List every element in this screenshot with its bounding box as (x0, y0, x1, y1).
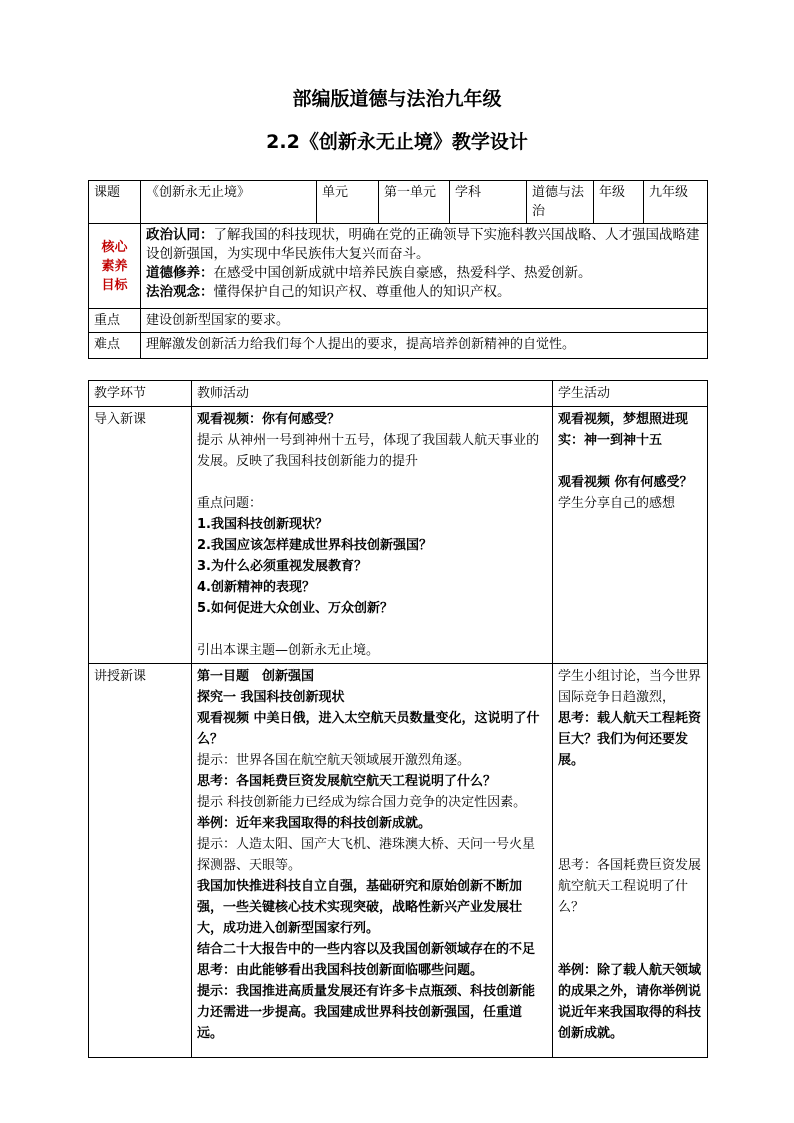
activity-line: 提示：我国推进高质量发展还有许多卡点瓶颈、科技创新能力还需进一步提高。我国建成世界科技创新强国，任重道远。 (197, 984, 536, 1041)
activity-line: 举例：除了载人航天领域的成果之外，请你举例说说近年来我国取得的科技创新成就。 (558, 963, 702, 1041)
core-goal-term: 道德修养： (146, 265, 214, 281)
header-student: 学生活动 (553, 381, 708, 407)
activity-line: 提示 从神州一号到神州十五号，体现了我国载人航天事业的发展。反映了我国科技创新能力的提升 (197, 433, 540, 469)
activity-line (558, 834, 702, 855)
lecture-teacher-activity (192, 664, 553, 1058)
core-goal-item (146, 226, 702, 264)
core-goal-term: 政治认同： (146, 227, 214, 243)
core-goal-text: 懂得保护自己的知识产权、尊重他人的知识产权。 (213, 284, 511, 300)
core-goal-text: 在感受中国创新成就中培养民族自豪感，热爱科学、热爱创新。 (213, 265, 592, 281)
activity-line (558, 813, 702, 834)
core-label-line: 素养 (101, 258, 128, 274)
activity-line: 5.如何促进大众创业、万众创新？ (197, 601, 393, 616)
activity-line: 我国加快推进科技自立自强，基础研究和原始创新不断加强，一些关键核心技术实现突破，战略性新兴产业发展壮大，成功进入创新型国家行列。 (197, 879, 523, 936)
activity-line: 1.我国科技创新现状？ (197, 517, 328, 532)
activity-line: 提示 科技创新能力已经成为综合国力竞争的决定性因素。 (197, 795, 527, 810)
activity-line (558, 792, 702, 813)
difficulty-text: 理解激发创新活力给我们每个人提出的要求，提高培养创新精神的自觉性。 (141, 333, 708, 359)
activity-line: 思考：载人航天工程耗资巨大？我们为何还要发展。 (558, 711, 702, 768)
key-point-label: 重点 (89, 309, 141, 333)
activity-line (558, 451, 702, 472)
activity-line: 观看视频 你有何感受？ (558, 475, 693, 490)
subject-value: 道德与法治 (527, 181, 594, 224)
unit-label: 单元 (317, 181, 379, 224)
key-point-text: 建设创新型国家的要求。 (141, 309, 708, 333)
activity-line: 第一目题 创新强国 (197, 669, 315, 684)
activity-line: 提示：人造太阳、国产大飞机、港珠澳大桥、天问一号火星探测器、天眼等。 (197, 837, 536, 873)
activity-line: 重点问题： (197, 496, 263, 511)
header-teacher: 教师活动 (192, 381, 553, 407)
activity-line: 举例：近年来我国取得的科技创新成就。 (197, 816, 432, 831)
activity-line: 学生分享自己的感想 (558, 496, 676, 511)
activity-line: 探究一 我国科技创新现状 (197, 690, 345, 705)
grade-label: 年级 (594, 181, 644, 224)
core-goal-item (146, 264, 702, 283)
document-subtitle: 2.2《创新永无止境》教学设计 (266, 131, 528, 153)
header-phase: 教学环节 (89, 381, 192, 407)
grade-value: 九年级 (644, 181, 708, 224)
unit-value: 第一单元 (379, 181, 450, 224)
activity-line: 2.我国应该怎样建成世界科技创新强国？ (197, 538, 432, 553)
core-goals-content (141, 224, 708, 309)
activity-line: 学生小组讨论，当今世界国际竞争日趋激烈， (558, 669, 702, 705)
activity-line: 观看视频：你有何感受？ (197, 412, 341, 427)
activity-line (558, 771, 702, 792)
document-title: 部编版道德与法治九年级 (292, 88, 502, 110)
activity-line (197, 472, 547, 493)
intro-teacher-activity (192, 407, 553, 664)
activity-line: 思考：各国耗费巨资发展航空航天工程说明了什么？ (197, 774, 497, 789)
activity-line: 思考：由此能够看出我国科技创新面临哪些问题。 (197, 963, 484, 978)
core-label-line: 核心 (101, 239, 128, 255)
activity-line: 4.创新精神的表现？ (197, 580, 315, 595)
activity-line: 观看视频 中美日俄，进入太空航天员数量变化，这说明了什么？ (197, 711, 540, 747)
course-label: 课题 (89, 181, 141, 224)
core-goal-term: 法治观念： (146, 284, 214, 300)
activity-line (558, 918, 702, 939)
lecture-phase: 讲授新课 (89, 664, 192, 1058)
activity-line (197, 619, 547, 640)
activity-line: 引出本课主题—创新永无止境。 (197, 643, 380, 658)
intro-phase: 导入新课 (89, 407, 192, 664)
lecture-student-activity (553, 664, 708, 1058)
activity-line: 观看视频，梦想照进现实：神一到神十五 (558, 412, 689, 448)
activity-line: 3.为什么必须重视发展教育？ (197, 559, 367, 574)
core-goals-label (89, 224, 141, 309)
subject-label: 学科 (450, 181, 527, 224)
intro-student-activity (553, 407, 708, 664)
lesson-table (88, 380, 708, 1058)
core-goal-item (146, 283, 702, 302)
activity-line: 结合二十大报告中的一些内容以及我国创新领域存在的不足 (197, 942, 536, 957)
activity-line: 提示：世界各国在航空航天领域展开激烈角逐。 (197, 753, 471, 768)
core-label-line: 目标 (101, 277, 128, 293)
course-value: 《创新永无止境》 (141, 181, 317, 224)
info-table (88, 180, 708, 359)
activity-line (558, 939, 702, 960)
core-goal-text: 了解我国的科技现状，明确在党的正确领导下实施科教兴国战略、人才强国战略建设创新强国，为实现中华民族伟大复兴而奋斗。 (146, 227, 700, 262)
activity-line: 思考：各国耗费巨资发展航空航天工程说明了什么？ (558, 858, 702, 915)
difficulty-label: 难点 (89, 333, 141, 359)
